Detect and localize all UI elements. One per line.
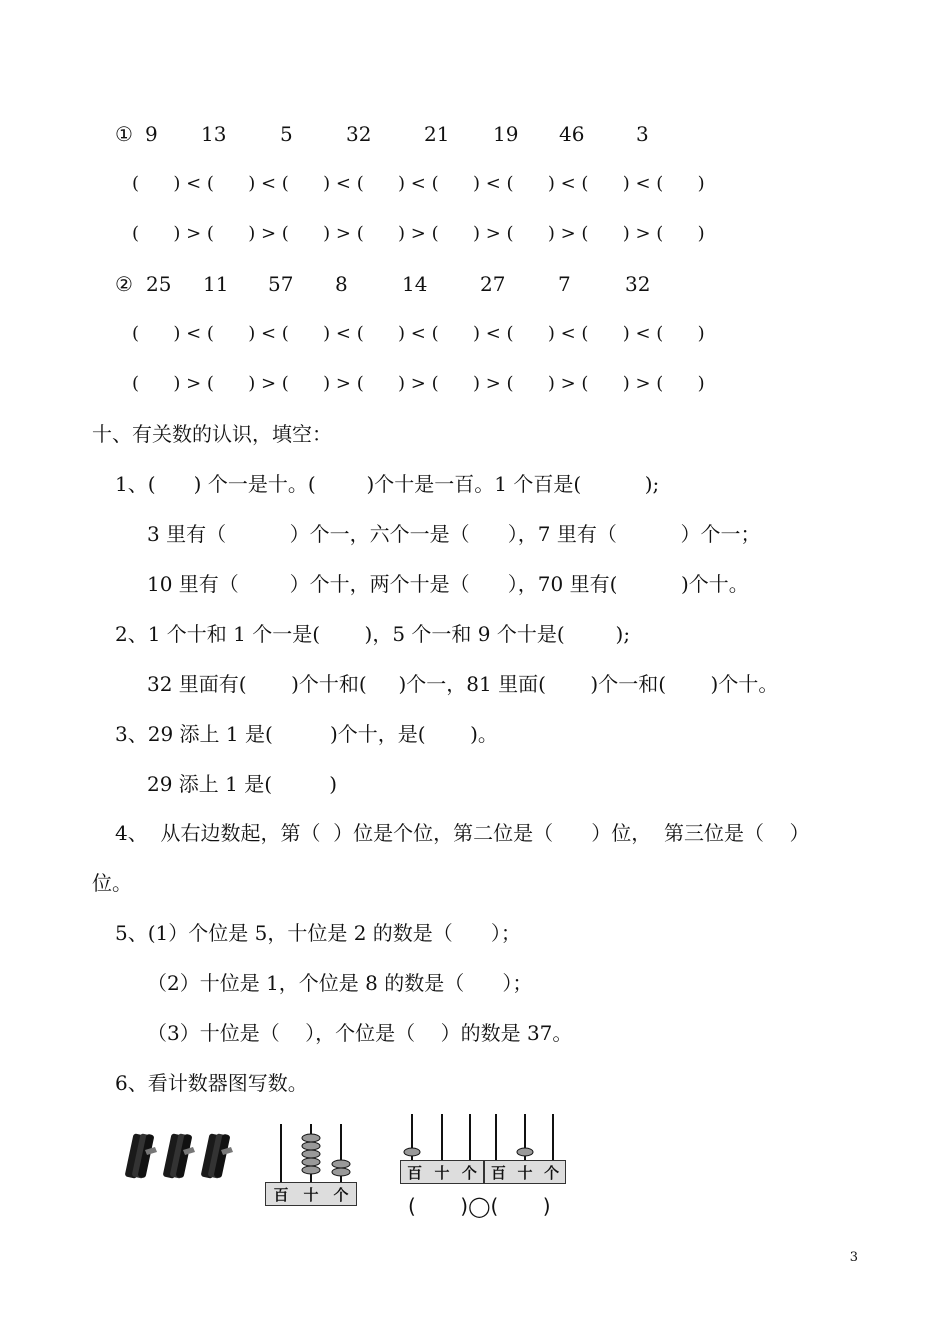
greater-than-row-1: ( ) > ( ) > ( ) > ( ) > ( ) > ( ) > ( ) > ( ) xyxy=(132,223,705,244)
number: 7 xyxy=(558,272,571,296)
q3-line-1: 3、29 添上 1 是( )个十，是( )。 xyxy=(115,722,498,746)
tens-label: 十 xyxy=(303,1185,319,1204)
ones-label: 个 xyxy=(333,1185,349,1204)
number: 57 xyxy=(268,272,294,296)
q3-line-2: 29 添上 1 是( ) xyxy=(147,772,338,796)
q5-line-3: （3）十位是（ ），个位是（ ）的数是 37。 xyxy=(147,1021,573,1045)
q6-heading: 6、看计数器图写数。 xyxy=(115,1071,308,1095)
number: 13 xyxy=(201,122,227,146)
number: 3 xyxy=(636,122,649,146)
q1-line-3: 10 里有（ ）个十，两个十是（ ），70 里有( )个十。 xyxy=(147,572,749,596)
q4-line-2: 位。 xyxy=(92,871,132,895)
tens-label: 十 xyxy=(434,1163,450,1182)
abacus-1-base xyxy=(265,1182,357,1206)
less-than-row-2: ( ) < ( ) < ( ) < ( ) < ( ) < ( ) < ( ) < ( ) xyxy=(132,323,705,344)
number: 5 xyxy=(280,122,293,146)
number: 14 xyxy=(402,272,428,296)
q2-line-2: 32 里面有( )个十和( )个一，81 里面( )个一和( )个十。 xyxy=(147,672,779,696)
number: 9 xyxy=(145,122,158,146)
q1-line-2: 3 里有（ ）个一，六个一是（ ），7 里有（ ）个一； xyxy=(147,522,761,546)
number: 19 xyxy=(493,122,519,146)
number: 27 xyxy=(480,272,506,296)
q5-line-2: （2）十位是 1，个位是 8 的数是（ ）； xyxy=(147,971,533,995)
number: 21 xyxy=(424,122,450,146)
hundreds-label: 百 xyxy=(407,1163,423,1182)
number: 32 xyxy=(625,272,651,296)
stick-bundle xyxy=(125,1133,157,1179)
abacus-2-base xyxy=(400,1160,484,1184)
number: 8 xyxy=(335,272,348,296)
abacus-1 xyxy=(265,1120,357,1210)
number: 11 xyxy=(203,272,229,296)
tens-label: 十 xyxy=(517,1163,533,1182)
ones-label: 个 xyxy=(461,1163,477,1182)
q4-line-1: 4、 从右边数起，第（ ）位是个位，第二位是（ ）位， 第三位是（ ） xyxy=(115,821,810,845)
hundreds-label: 百 xyxy=(490,1163,506,1182)
greater-than-row-2: ( ) > ( ) > ( ) > ( ) > ( ) > ( ) > ( ) > ( ) xyxy=(132,373,705,394)
q2-line-1: 2、1 个十和 1 个一是( )，5 个一和 9 个十是( ); xyxy=(115,622,631,646)
stick-bundle xyxy=(201,1133,233,1179)
stick-bundle xyxy=(163,1133,195,1179)
marker-1: ① xyxy=(115,122,133,146)
number: 46 xyxy=(559,122,585,146)
page-number: 3 xyxy=(849,1250,858,1265)
section-heading: 十、有关数的认识，填空： xyxy=(92,422,332,446)
number: 32 xyxy=(346,122,372,146)
compare-row: ( )◯( ) xyxy=(408,1194,551,1218)
hundreds-label: 百 xyxy=(273,1185,289,1204)
marker-2: ② xyxy=(115,272,133,296)
stick-bundles-image xyxy=(123,1128,241,1184)
q5-line-1: 5、(1）个位是 5，十位是 2 的数是（ ）； xyxy=(115,921,521,945)
number: 25 xyxy=(146,272,172,296)
q1-line-1: 1、( ) 个一是十。( )个十是一百。1 个百是( ); xyxy=(115,472,660,496)
abacus-pair xyxy=(400,1110,566,1220)
less-than-row-1: ( ) < ( ) < ( ) < ( ) < ( ) < ( ) < ( ) < ( ) xyxy=(132,173,705,194)
ones-label: 个 xyxy=(544,1163,560,1182)
abacus-3-base xyxy=(484,1160,566,1184)
